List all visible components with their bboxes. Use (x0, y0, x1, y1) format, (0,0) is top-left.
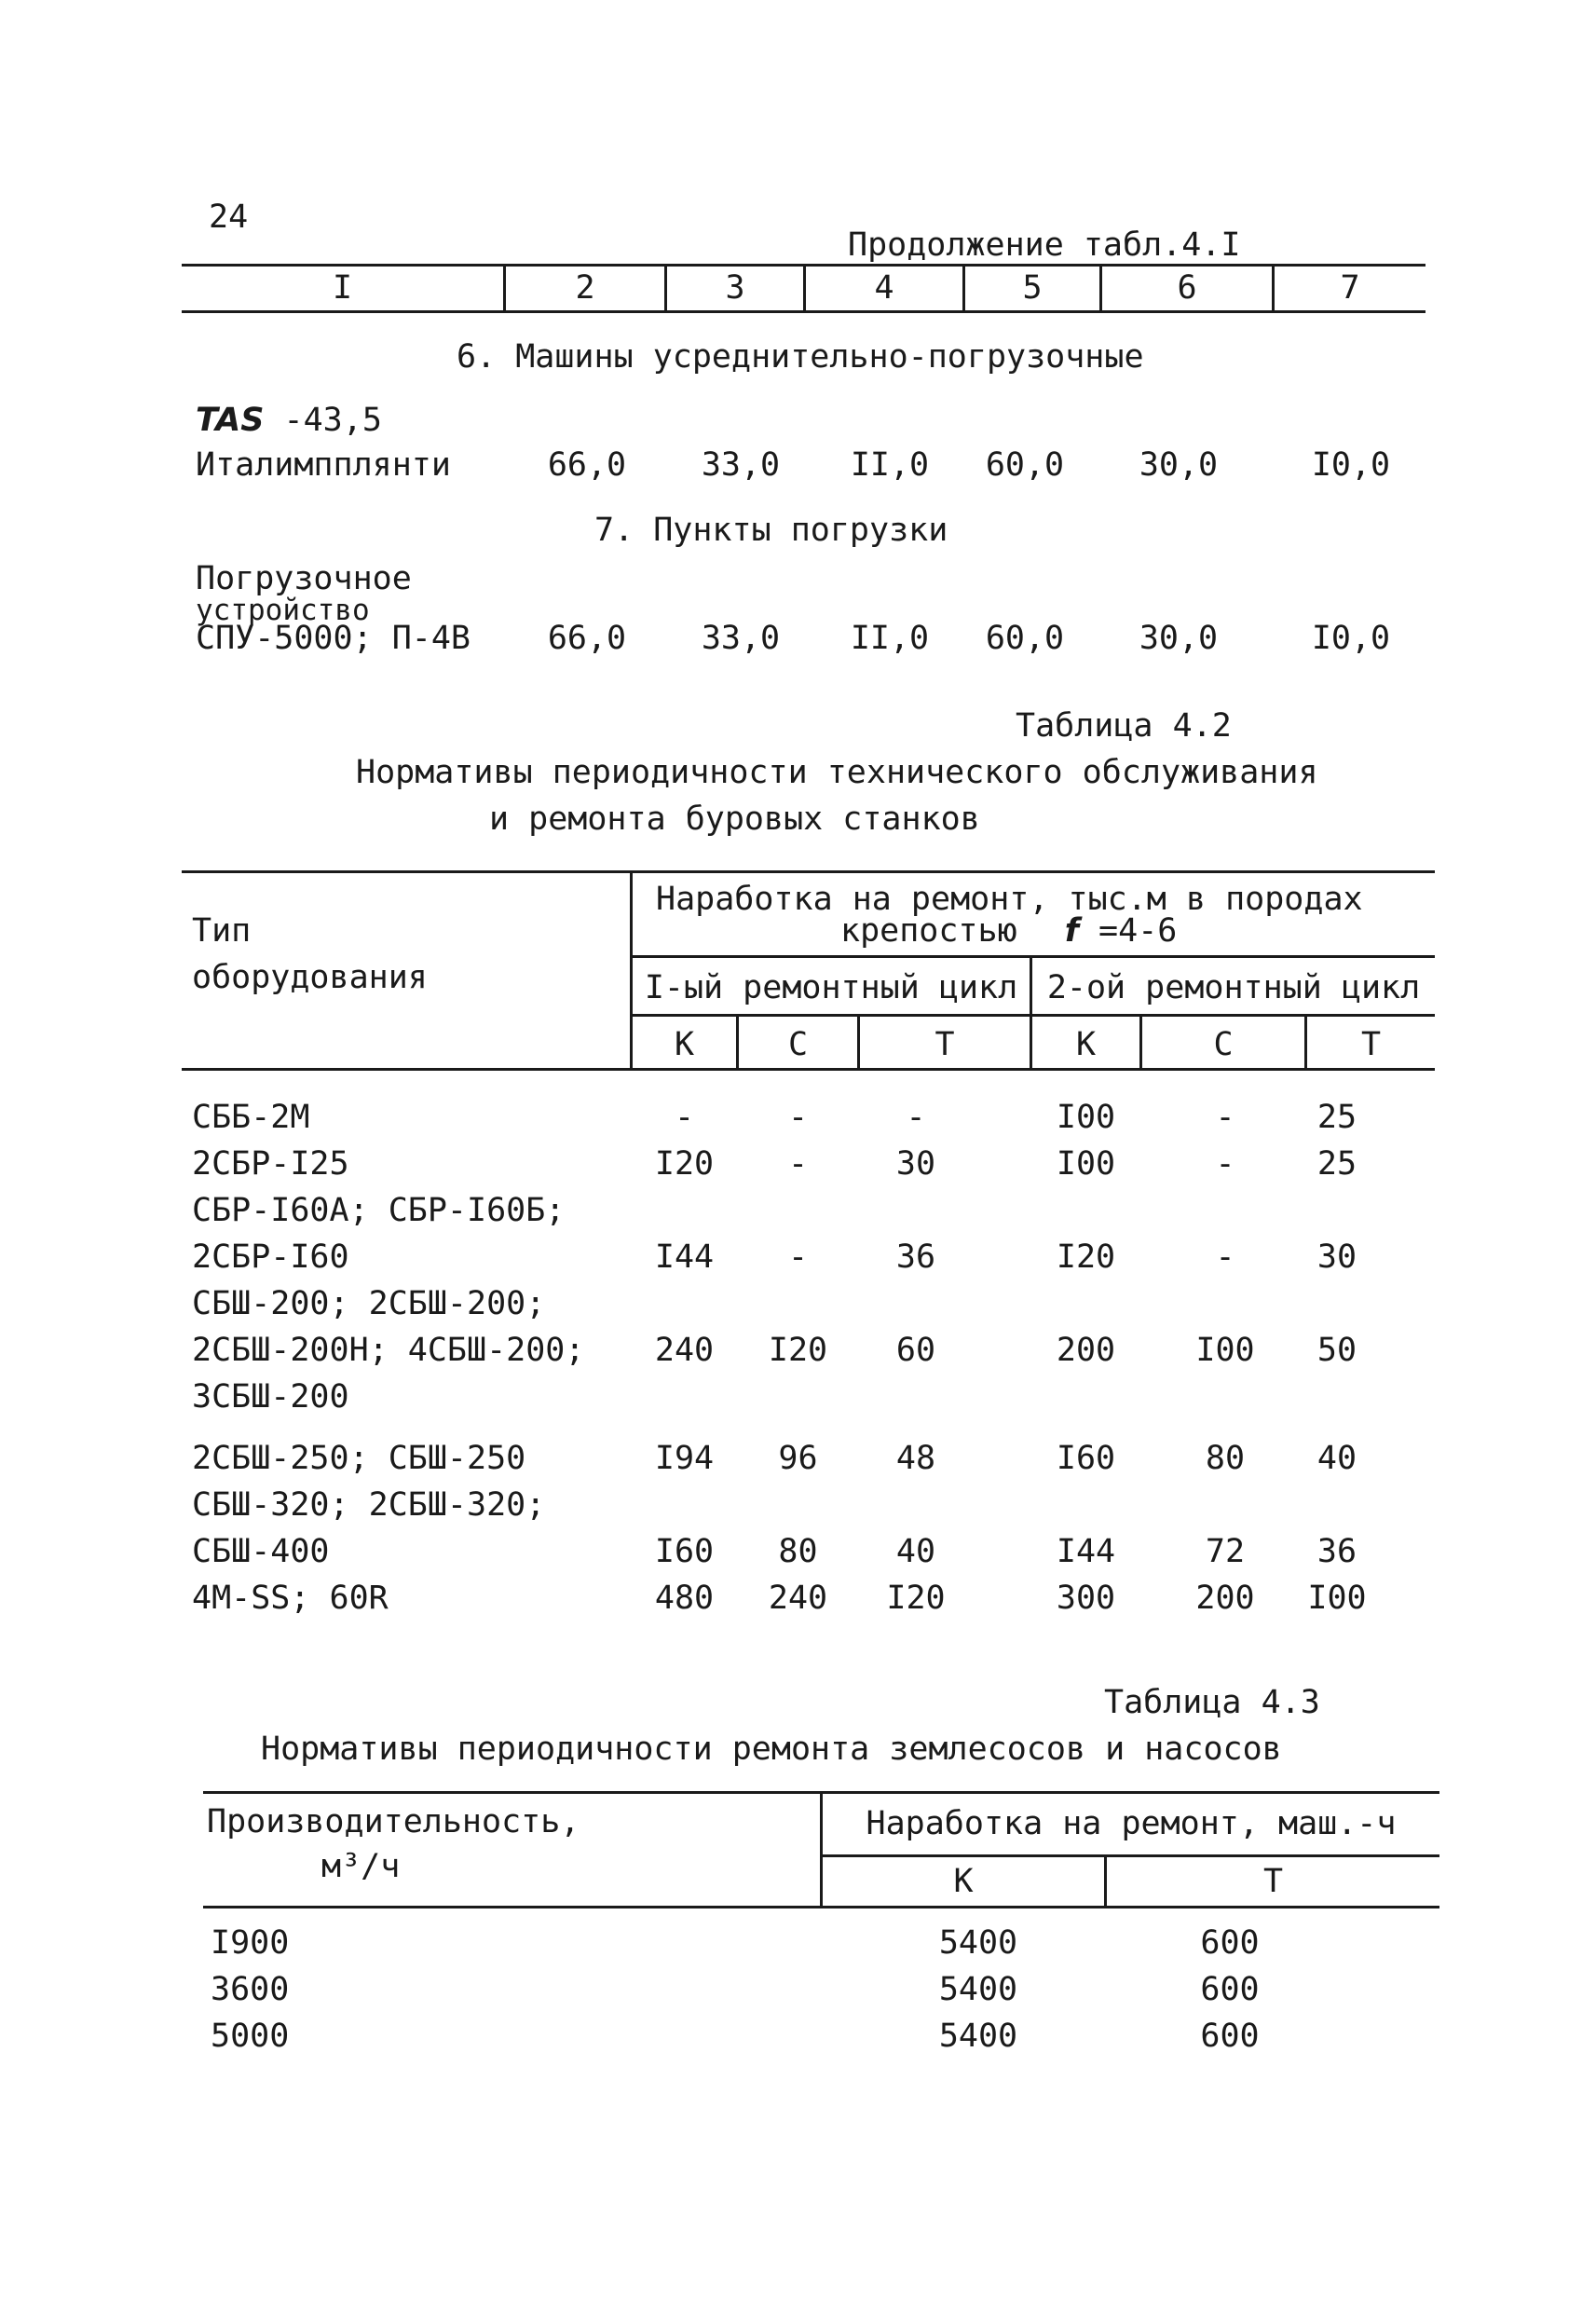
divider (632, 1014, 1435, 1017)
equipment-name: СББ-2М (192, 1099, 310, 1136)
value-cell: - (787, 1145, 809, 1183)
col-header: 7 (1340, 269, 1360, 307)
sub-col-header: С (1213, 1026, 1234, 1063)
sub-col-header: К (1075, 1026, 1097, 1063)
value-cell: 40 (895, 1533, 936, 1570)
sub-col-header: К (953, 1863, 974, 1900)
value-cell: 300 (1056, 1580, 1116, 1617)
equipment-name: Погрузочное (196, 560, 412, 597)
equipment-name: 2СБШ-200Н; 4СБШ-200; (192, 1332, 585, 1369)
value-cell: 30,0 (1139, 620, 1219, 657)
equipment-name: СБР-I60А; СБР-I60Б; (192, 1192, 566, 1229)
equipment-name: СБШ-400 (192, 1533, 330, 1570)
value-cell: 40 (1316, 1440, 1357, 1477)
value-cell: 36 (895, 1238, 936, 1276)
divider (823, 1854, 1439, 1857)
value-cell: 25 (1316, 1099, 1357, 1136)
productivity-value: 5000 (211, 2018, 290, 2055)
productivity-value: I900 (211, 1924, 290, 1962)
value-cell: I20 (1056, 1238, 1116, 1276)
sub-col-header: Т (934, 1026, 955, 1063)
value-cell: 480 (654, 1580, 715, 1617)
table-title: и ремонта буровых станков (489, 800, 980, 838)
col-header: 4 (874, 269, 894, 307)
value-cell: 30 (895, 1145, 936, 1183)
cycle-header: I-ый ремонтный цикл (644, 969, 1018, 1006)
value-cell: I94 (654, 1440, 715, 1477)
value-cell: 5400 (938, 2018, 1018, 2055)
manufacturer: Италимпплянти (196, 446, 451, 484)
value-cell: 200 (1056, 1332, 1116, 1369)
col-header-work: Наработка на ремонт, тыс.м в породах (656, 881, 1363, 918)
value-cell: 600 (1200, 1924, 1260, 1962)
value-cell: 60,0 (985, 446, 1065, 484)
col-header: 6 (1177, 269, 1197, 307)
sub-col-header: Т (1262, 1863, 1284, 1900)
value-cell: 33,0 (701, 446, 781, 484)
col-header: 2 (575, 269, 595, 307)
equipment-name (196, 404, 382, 437)
sub-col-header: К (674, 1026, 695, 1063)
productivity-value: 3600 (211, 1971, 290, 2008)
value-cell: I20 (654, 1145, 715, 1183)
value-cell: - (674, 1099, 695, 1136)
value-cell: I60 (654, 1533, 715, 1570)
value-cell: 48 (895, 1440, 936, 1477)
value-cell: 96 (778, 1440, 818, 1477)
col-header-type: Тип (192, 912, 252, 950)
col-header-productivity: м³/ч (321, 1848, 401, 1885)
value-cell: 240 (768, 1580, 828, 1617)
value-cell: 600 (1200, 2018, 1260, 2055)
divider (182, 870, 1435, 873)
table-label: Таблица 4.3 (1104, 1684, 1320, 1721)
value-cell: I0,0 (1311, 446, 1391, 484)
value-cell: II,0 (850, 446, 930, 484)
value-cell: - (787, 1099, 809, 1136)
value-cell: - (1215, 1145, 1235, 1183)
divider (182, 1068, 1435, 1071)
value-cell: 60 (895, 1332, 936, 1369)
table-title: Нормативы периодичности технического обслуживания (356, 754, 1318, 791)
equipment-name: 2СБР-I25 (192, 1145, 349, 1183)
equipment-name: 2СБШ-250; СБШ-250 (192, 1440, 526, 1477)
sub-col-header: Т (1360, 1026, 1382, 1063)
value-cell: I00 (1056, 1099, 1116, 1136)
hardness-symbol: f (1064, 912, 1079, 950)
divider (632, 955, 1435, 958)
value-cell: - (906, 1099, 926, 1136)
value-cell: - (787, 1238, 809, 1276)
value-cell: 80 (778, 1533, 818, 1570)
section-heading: 7. Пункты погрузки (594, 512, 948, 549)
table-title: Нормативы периодичности ремонта землесосов и насосов (261, 1731, 1282, 1768)
value-cell: I00 (1307, 1580, 1367, 1617)
col-header-type: оборудования (192, 959, 428, 996)
equipment-name: СБШ-320; 2СБШ-320; (192, 1486, 546, 1524)
value-cell: 50 (1316, 1332, 1357, 1369)
value-cell: - (1215, 1238, 1235, 1276)
section-heading: 6. Машины усреднительно-погрузочные (457, 338, 1144, 376)
value-cell: 66,0 (547, 446, 627, 484)
value-cell: I44 (654, 1238, 715, 1276)
value-cell: 33,0 (701, 620, 781, 657)
equipment-name: СБШ-200; 2СБШ-200; (192, 1285, 546, 1322)
col-header: I (332, 269, 353, 307)
value-cell: I44 (1056, 1533, 1116, 1570)
equipment-name: 4М-SS; 60R (192, 1580, 389, 1617)
value-cell: 36 (1316, 1533, 1357, 1570)
sub-col-header: С (787, 1026, 809, 1063)
equipment-name: 2СБР-I60 (192, 1238, 349, 1276)
value-cell: 30,0 (1139, 446, 1219, 484)
cycle-header: 2-ой ремонтный цикл (1046, 969, 1421, 1006)
hardness-value: =4-6 (1098, 912, 1178, 950)
value-cell: I0,0 (1311, 620, 1391, 657)
value-cell: 25 (1316, 1145, 1357, 1183)
value-cell: 600 (1200, 1971, 1260, 2008)
value-cell: 5400 (938, 1971, 1018, 2008)
continuation-title: Продолжение табл.4.I (848, 226, 1241, 264)
page-number: 24 (209, 198, 249, 236)
model-suffix: -43,5 (283, 402, 382, 439)
value-cell: I20 (886, 1580, 946, 1617)
equipment-name: устройство (196, 594, 370, 627)
col-header-work-prefix: крепостью (840, 912, 1017, 950)
equipment-name: 3СБШ-200 (192, 1378, 349, 1416)
col-header: 5 (1022, 269, 1043, 307)
col-header: 3 (725, 269, 745, 307)
model-name: TAS (196, 402, 265, 439)
value-cell: 5400 (938, 1924, 1018, 1962)
table-label: Таблица 4.2 (1016, 707, 1232, 745)
value-cell: I60 (1056, 1440, 1116, 1477)
value-cell: 200 (1195, 1580, 1255, 1617)
equipment-name: СПУ-5000; П-4В (196, 620, 471, 657)
value-cell: 60,0 (985, 620, 1065, 657)
value-cell: 72 (1205, 1533, 1246, 1570)
col-header-work (840, 912, 1178, 950)
value-cell: I00 (1056, 1145, 1116, 1183)
value-cell: 80 (1205, 1440, 1246, 1477)
col-header-productivity: Производительность, (207, 1803, 580, 1840)
value-cell: I00 (1195, 1332, 1255, 1369)
value-cell: 66,0 (547, 620, 627, 657)
value-cell: - (1215, 1099, 1235, 1136)
value-cell: 240 (654, 1332, 715, 1369)
value-cell: 30 (1316, 1238, 1357, 1276)
col-header-work: Наработка на ремонт, маш.-ч (866, 1805, 1397, 1842)
value-cell: I20 (768, 1332, 828, 1369)
value-cell: II,0 (850, 620, 930, 657)
